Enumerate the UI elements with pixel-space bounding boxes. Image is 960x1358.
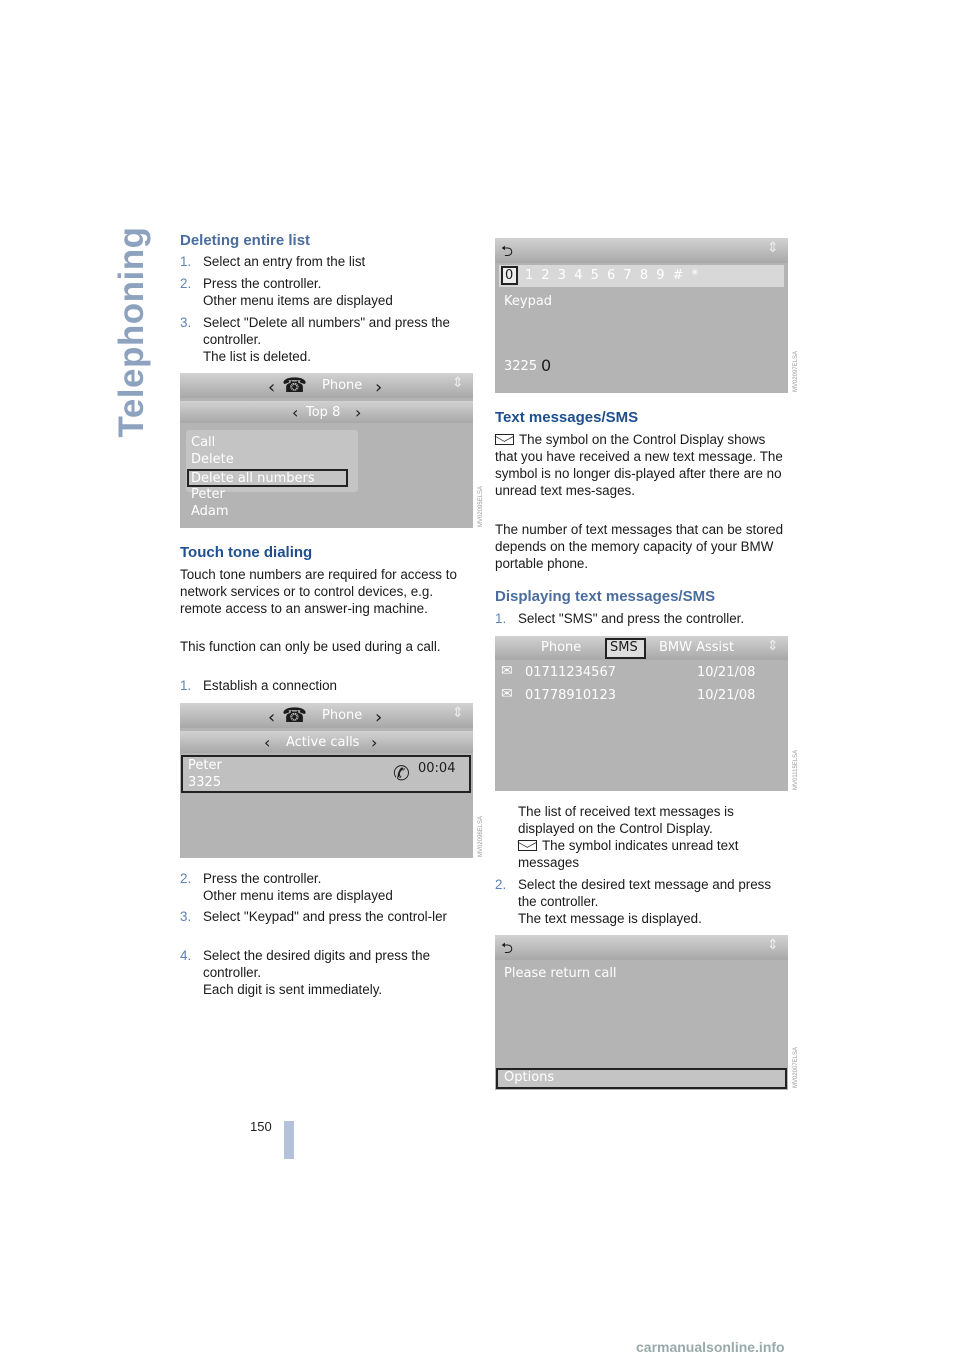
heading-delete-list: Deleting entire list [180,232,311,249]
envelope-icon [518,840,537,851]
menu-title: Phone [322,378,363,393]
section-title: Telephoning [112,226,151,438]
message-date: 10/21/08 [697,665,756,680]
digit-list[interactable]: 1 2 3 4 5 6 7 8 9 # * [525,268,701,283]
options-label: Options [504,1070,555,1085]
caller-number: 3325 [188,775,222,790]
envelope-icon [495,434,514,445]
chevron-right-icon: › [375,377,383,398]
read-envelope-icon: ✉ [501,686,513,702]
screen-delete-list [180,373,473,528]
chevron-left-icon: ‹ [292,403,299,422]
tab-phone[interactable]: Phone [541,640,582,655]
submenu-title: Active calls [286,735,360,750]
touch-tone-para-2: This function can only be used during a call. [180,639,441,654]
scroll-icon: ⇕ [767,937,779,953]
message-number: 01778910123 [525,688,616,703]
menu-bar [495,238,788,263]
tab-bmw-assist[interactable]: BMW Assist [659,640,735,655]
entered-digit: 0 [541,356,552,375]
chevron-right-icon: › [355,403,362,422]
chevron-right-icon: › [375,707,383,728]
unread-envelope-icon: ✉ [501,663,513,679]
back-icon[interactable]: ⮌ [501,939,514,957]
sms-note: The list of received text messages is displayed on the Control Display. [518,804,734,836]
chevron-left-icon: ‹ [268,707,276,728]
touch-tone-para-1: Touch tone numbers are required for access to network services or to control devices, e.g. remote access to an answer-ing machine. [180,567,457,616]
scroll-icon: ⇕ [767,638,779,654]
chevron-right-icon: › [371,733,378,752]
selected-digit-label: 0 [505,268,514,283]
sms-note-2: The symbol indicates unread text messages [518,838,739,870]
image-code: MV02096ELSA [478,815,484,857]
message-text: Please return call [504,966,617,981]
screen-sms-list [495,636,788,791]
call-duration: 00:04 [418,761,456,776]
menu-item-delete-all[interactable]: Delete all numbers [191,471,315,486]
heading-touch-tone: Touch tone dialing [180,544,313,561]
scroll-icon: ⇕ [767,240,779,256]
message-date: 10/21/08 [697,688,756,703]
heading-display-sms: Displaying text messages/SMS [495,588,716,605]
chevron-left-icon: ‹ [264,733,271,752]
scroll-icon: ⇕ [452,705,464,721]
image-code: MV02007ELSA [793,1046,799,1088]
image-code: MV01115ELSA [793,749,799,790]
sms-para-2: The number of text messages that can be stored depends on the memory capacity of your BMW portable phone. [495,522,784,571]
menu-title: Phone [322,708,363,723]
step-2: 2. Press the controller. Other menu items are displayed [180,276,393,308]
screen-keypad [495,238,788,393]
list-item[interactable]: Peter [191,487,225,502]
heading-sms: Text messages/SMS [495,409,639,426]
step-3: 3. Select "Delete all numbers" and press the controller. The list is deleted. [180,315,450,364]
page-number: 150 [250,1119,272,1134]
phone-handset-icon: ☎ [282,703,307,727]
keypad-label: Keypad [504,294,553,309]
dialed-number: 3225 [504,359,538,374]
call-active-icon: ✆ [393,761,410,785]
menu-bar [495,935,788,960]
menu-item-delete[interactable]: Delete [191,452,234,467]
page-marker [284,1121,294,1159]
sms-para-1: The symbol on the Control Display shows that you have received a new text message. The symbol is no longer dis-played after there are no unread text mes-sages. [495,432,783,498]
step-4: 4. Select the desired digits and press the controller. Each digit is sent immediately. [180,948,431,997]
phone-handset-icon: ☎ [282,373,307,397]
menu-item-call[interactable]: Call [191,435,216,450]
step-2: 2. Select the desired text message and press the controller. The text message is displayed. [495,877,772,926]
caller-name: Peter [188,758,222,773]
chevron-left-icon: ‹ [268,377,276,398]
list-item[interactable]: Adam [191,504,229,519]
scroll-icon: ⇕ [452,375,464,391]
screen-active-call [180,703,473,858]
submenu-title: Top 8 [306,405,341,420]
screen-sms-message [495,935,788,1090]
back-icon[interactable]: ⮌ [501,242,514,260]
tab-sms[interactable]: SMS [610,640,638,655]
step-2: 2. Press the controller. Other menu items are displayed [180,871,393,903]
message-number: 01711234567 [525,665,616,680]
step-3: 3. Select "Keypad" and press the control-ler [180,909,447,924]
image-code: MV02095ELSA [478,485,484,527]
footer-watermark[interactable]: carmanualsonline.info [636,1339,785,1355]
image-code: MV02097ELSA [793,350,799,392]
